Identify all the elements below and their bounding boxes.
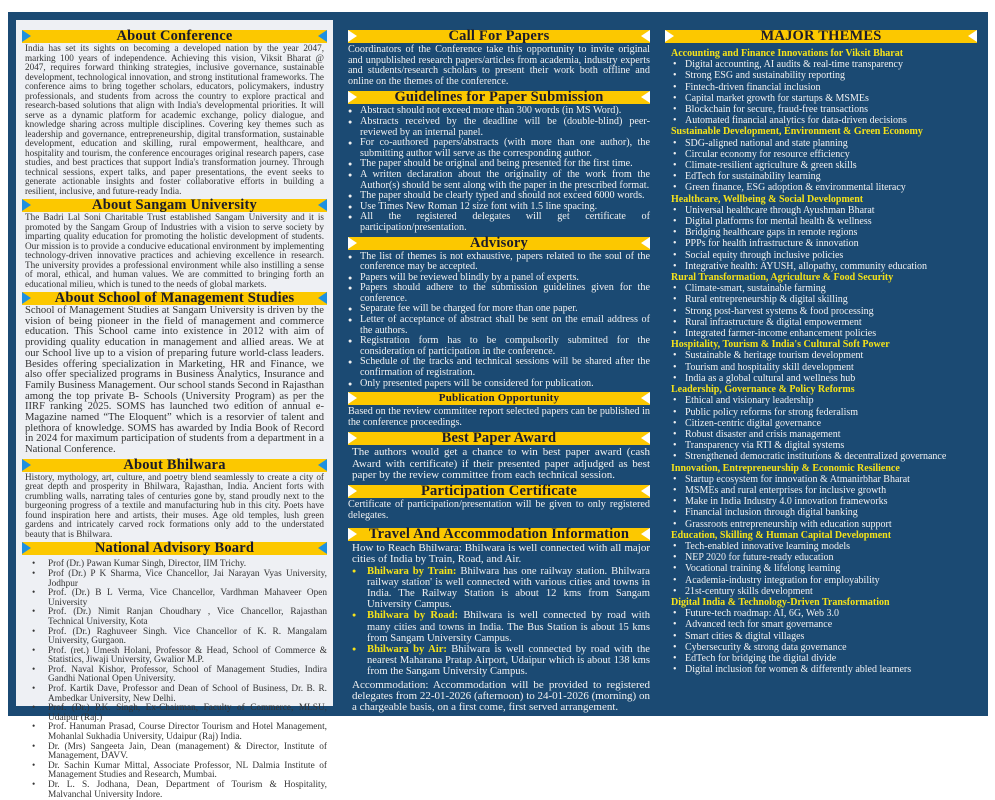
theme-items: [665, 59, 977, 126]
theme-item: • EdTech for sustainability learning: [665, 171, 977, 182]
theme-item: • Financial inclusion through digital banking: [665, 507, 977, 518]
theme-item: • NEP 2020 for future-ready education: [665, 552, 977, 563]
theme-item: • SDG-aligned national and state planning: [665, 138, 977, 149]
theme-item: • EdTech for bridging the digital divide: [665, 653, 977, 664]
right-column: [665, 30, 977, 675]
advisory-item: ● Only presented papers will be considered for publication.: [348, 379, 650, 390]
advisory-item: ● The list of themes is not exhaustive, papers related to the soul of the conference may be accepted.: [348, 252, 650, 273]
guidelines-list: [348, 104, 650, 236]
theme-item: • Grassroots entrepreneurship with education support: [665, 519, 977, 530]
advisory-item: ● Schedule of the tracks and technical sessions will be shared after the confirmation of registration.: [348, 357, 650, 378]
travel-label: Bhilwara by Train:: [367, 565, 457, 577]
theme-category: Digital India & Technology-Driven Transformation: [671, 596, 890, 608]
travel-intro: How to Reach Bhilwara: Bhilwara is well connected with all major cities of India by Train, Road, and Air.: [352, 542, 650, 566]
advisory-board-member: • Prof. (Dr.) P.K. Singh, Ex-Chairman, Faculty of Commerce, MLSU, Udaipur (Raj.): [22, 704, 327, 723]
theme-items: [665, 138, 977, 194]
about-bhilwara-heading: About Bhilwara: [22, 459, 327, 472]
advisory-heading: Advisory: [348, 237, 650, 250]
advisory-board-member: • Prof. (ret.) Umesh Holani, Professor & Head, School of Commerce & Statistics, Jiwaji University, Gwalior M.P.: [22, 647, 327, 666]
advisory-board-member: • Prof. Naval Kishor, Professor, School of Management Studies, Indira Gandhi National Open University.: [22, 666, 327, 685]
theme-items: [665, 474, 977, 530]
theme-item: • Digital accounting, AI audits & real-time transparency: [665, 59, 977, 70]
theme-item: • Universal healthcare through Ayushman Bharat: [665, 205, 977, 216]
theme-item: • Sustainable & heritage tourism development: [665, 350, 977, 361]
theme-item: • Citizen-centric digital governance: [665, 418, 977, 429]
advisory-board-member: • Dr. (Mrs) Sangeeta Jain, Dean (management) & Director, Institute of Management, DAVV.: [22, 743, 327, 762]
advisory-board-member: • Dr. Sachin Kumar Mittal, Associate Professor, NL Dalmia Institute of Management Studies and Research, Mumbai.: [22, 762, 327, 781]
call-for-papers-heading: Call For Papers: [348, 30, 650, 43]
theme-item: • Strengthened democratic institutions & decentralized governance: [665, 451, 977, 462]
theme-items: [665, 541, 977, 597]
certificate-heading: Participation Certificate: [348, 485, 650, 498]
guideline-item: ● A written declaration about the originality of the work from the Author(s) should be sent along with the paper in the prescribed format.: [348, 170, 650, 191]
theme-items: [665, 283, 977, 339]
advisory-board-member: • Prof. (Dr.) Raghuveer Singh. Vice Chancellor of K. R. Mangalam University, Gurgaon.: [22, 628, 327, 647]
guidelines-heading: Guidelines for Paper Submission: [348, 91, 650, 104]
theme-item: • Social equity through inclusive policies: [665, 250, 977, 261]
left-panel: [16, 20, 333, 800]
theme-item: • Ethical and visionary leadership: [665, 395, 977, 406]
advisory-item: ● Separate fee will be charged for more than one paper.: [348, 304, 650, 315]
guideline-item: ● Abstract should not exceed more than 300 words (in MS Word).: [348, 106, 650, 117]
middle-column: [348, 30, 650, 717]
advisory-board-heading: National Advisory Board: [22, 542, 327, 555]
advisory-board-member: • Dr. L. S. Jodhana, Dean, Department of Tourism & Hospitality, Malvanchal University Indore.: [22, 781, 327, 800]
theme-item: • Rural entrepreneurship & digital skilling: [665, 294, 977, 305]
certificate-text: Certificate of participation/presentation will be given to only registered delegates.: [348, 499, 650, 521]
theme-item: • Future-tech roadmap: AI, 6G, Web 3.0: [665, 608, 977, 619]
theme-item: • Integrative health: AYUSH, allopathy, community education: [665, 261, 977, 272]
theme-item: • Capital market growth for startups & MSMEs: [665, 93, 977, 104]
travel-text: Bhilwara has one railway station. Bhilwara railway station' is well connected with various cities and towns in India. The Railway Station is about 12 kms from Sangam University Campus.: [367, 565, 650, 611]
advisory-board-list: [22, 555, 327, 800]
travel-label: Bhilwara by Road:: [367, 610, 459, 622]
theme-item: • Startup ecosystem for innovation & Atmanirbhar Bharat: [665, 474, 977, 485]
advisory-board-member: • Prof. Hanuman Prasad, Course Director Tourism and Hotel Management, Mohanlal Sukhadia University, Udaipur (Raj) India.: [22, 723, 327, 742]
about-university-heading: About Sangam University: [22, 199, 327, 212]
theme-category: Healthcare, Wellbeing & Social Development: [671, 193, 864, 205]
travel-heading: Travel And Accommodation Information: [348, 528, 650, 541]
theme-item: • Fintech-driven financial inclusion: [665, 82, 977, 93]
best-paper-heading: Best Paper Award: [348, 432, 650, 445]
guideline-item: ● All the registered delegates will get certificate of participation/presentation.: [348, 212, 650, 233]
about-conference-text: India has set its sights on becoming a developed nation by the year 2047, marking 100 years of independence. Achieving this vision, Viksit Bharat @ 2047, requires forward thinking strategies, inclusive governance, sustainable development, technological innovation, and strong institutional frameworks. The conference aims to bring together scholars, educators, policymakers, industry professionals, and students from across the country to explore practical and research-based solutions that align with India's developmental priorities. It will serve as a dynamic platform for academic exchange, policy dialogue, and knowledge sharing across multiple disciplines. Covering key themes such as leadership and governance, entrepreneurship, digital transformation, sustainable development, education and skilling, rural empowerment, healthcare, and hospitality and tourism, the conference encourages original research papers, case studies, and best practices that support India's transformation journey. Through technical sessions, expert talks, and paper presentations, the event seeks to generate actionable insights and foster collaborative efforts in building a resilient, inclusive, and future-ready India.: [25, 43, 324, 196]
about-bhilwara-text: History, mythology, art, culture, and poetry blend seamlessly to create a city of great depth and prosperity in Bhilwara, Rajasthan, India. Ancient forts with crumbling walls, narrating tales of centuries gone by, stand proudly next to the burgeoning progress of a textile and manufacturing hub in this city. Poets have found inspiration here and artists, their muses. Age old temples, lush green gardens and intricately carved rock formations only add to the understated beauty that is Bhilwara.: [25, 471, 324, 539]
theme-item: • 21st-century skills development: [665, 586, 977, 597]
advisory-item: ● Letter of acceptance of abstract shall be sent on the email address of the authors.: [348, 315, 650, 336]
advisory-list: [348, 250, 650, 393]
guideline-item: ● The paper should be clearly typed and should not exceed 6000 words.: [348, 191, 650, 202]
theme-item: • MSMEs and rural enterprises for inclusive growth: [665, 485, 977, 496]
theme-item: • Bridging healthcare gaps in remote regions: [665, 227, 977, 238]
advisory-board-member: • Prof (Dr.) Pawan Kumar Singh, Director, IIM Trichy.: [22, 560, 327, 570]
theme-category: Leadership, Governance & Policy Reforms: [671, 384, 855, 396]
theme-item: • Circular economy for resource efficiency: [665, 149, 977, 160]
theme-item: • Digital platforms for mental health & wellness: [665, 216, 977, 227]
publication-heading: Publication Opportunity: [348, 392, 650, 405]
advisory-board-member: • Prof. (Dr.) Nimit Ranjan Choudhary , Vice Chancellor, Rajasthan Technical University, Kota: [22, 608, 327, 627]
advisory-board-member: • Prof. Kartik Dave, Professor and Dean of School of Business, Dr. B. R. Ambedkar University, New Delhi.: [22, 685, 327, 704]
theme-item: • Climate-resilient agriculture & green skills: [665, 160, 977, 171]
travel-item-train: [352, 566, 650, 611]
best-paper-text: The authors would get a chance to win best paper award (cash Award with certificate) if their presented paper adjudged as best paper by the review committee from each technical session.: [352, 446, 650, 481]
theme-category: Rural Transformation, Agriculture & Food Security: [671, 272, 894, 284]
travel-item-air: [352, 644, 650, 678]
theme-item: • Public policy reforms for strong federalism: [665, 407, 977, 418]
accommodation-text: Accommodation: Accommodation will be provided to registered delegates from 22-01-2026 (afternoon) to 24-01-2026 (morning) on a chargeable basis, on a first come, first served arrangement.: [352, 678, 650, 714]
travel-list: [348, 566, 650, 678]
theme-item: • Smart cities & digital villages: [665, 631, 977, 642]
theme-item: • India as a global cultural and wellness hub: [665, 373, 977, 384]
advisory-item: ● Papers should adhere to the submission guidelines given for the conference.: [348, 283, 650, 304]
guideline-item: ● Abstracts received by the deadline will be (double-blind) peer-reviewed by an internal panel.: [348, 117, 650, 138]
advisory-item: ● Papers will be reviewed blindly by a panel of experts.: [348, 273, 650, 284]
theme-item: • Transparency via RTI & digital systems: [665, 440, 977, 451]
travel-text: Bhilwara is well connected by road with many cities and towns in India. The Bus Station is about 15 kms from Sangam University Campus.: [367, 610, 650, 644]
theme-item: • Climate-smart, sustainable farming: [665, 283, 977, 294]
call-for-papers-text: Coordinators of the Conference take this opportunity to invite original and unpublished research papers/articles from academia, industry experts and students/research scholars to present their work both offline and online on the themes of the conference.: [348, 44, 650, 87]
theme-item: • Strong post-harvest systems & food processing: [665, 306, 977, 317]
theme-item: • Strong ESG and sustainability reporting: [665, 70, 977, 81]
theme-category: Innovation, Entrepreneurship & Economic Resilience: [671, 462, 900, 474]
theme-category: Hospitality, Tourism & India's Cultural Soft Power: [671, 339, 890, 351]
theme-item: • Automated financial analytics for data-driven decisions: [665, 115, 977, 126]
theme-items: [665, 608, 977, 675]
about-conference-heading: About Conference: [22, 30, 327, 43]
theme-category: Sustainable Development, Environment & Green Economy: [671, 126, 923, 138]
theme-category: Accounting and Finance Innovations for Viksit Bharat: [671, 48, 904, 59]
travel-text: Bhilwara is well connected by road with the nearest Maharana Pratap Airport, Udaipur which is about 138 kms from the Sangam University Campus.: [367, 644, 651, 678]
about-university-text: The Badri Lal Soni Charitable Trust established Sangam University and it is promoted by the Sangam Group of Industries with a vision to serve society by imparting quality education for promoting the holistic development of students. Our mission is to provide a conducive educational environment by implementing technology-driven innovative practices and achieving excellence in research. The university provides a professional environment while also instilling a sense of moral, ethical, and human values. We are committed to bringing forth an educational milieu, which is tuned to the needs of global markets.: [25, 212, 324, 289]
about-school-text: School of Management Studies at Sangam University is driven by the vision of being pioneer in the field of management and commerce education. This School came into existence in 2012 with aim of providing quality education in management and allied areas. We at our School live up to a vision of preparing future world-class leaders. Besides offering specialization in Marketing, HR and Finance, we also offer specialized programs in Business Analytics, Insurance and Family Business Management. Our school stands Second in Rajasthan among the top private B- Schools (University Program) as per the IIRF ranking 2025. SOMS has launched two edition of annual e-Magazine named “The Eloquent” which is a resorvier of talent and plethora of knowledge. SOMS has awarded by India Book of Record in 2024 for maximum participation of students from a department in a National Conference.: [25, 305, 324, 456]
publication-text: Based on the review committee report selected papers can be published in the conference proceedings.: [348, 406, 650, 428]
theme-item: • Vocational training & lifelong learning: [665, 563, 977, 574]
travel-item-road: [352, 610, 650, 644]
advisory-item: ● Registration form has to be compulsorily submitted for the consideration of participation in the conference.: [348, 336, 650, 357]
theme-item: • Robust disaster and crisis management: [665, 429, 977, 440]
guideline-item: ● The paper should be original and being presented for the first time.: [348, 159, 650, 170]
advisory-board-member: • Prof (Dr.) P K Sharma, Vice Chancellor, Jai Narayan Vyas University, Jodhpur: [22, 570, 327, 589]
theme-item: • Academia-industry integration for employability: [665, 575, 977, 586]
travel-label: Bhilwara by Air:: [367, 644, 447, 656]
theme-category: Education, Skilling & Human Capital Development: [671, 529, 892, 541]
theme-item: • Make in India Industry 4.0 innovation frameworks: [665, 496, 977, 507]
advisory-board-member: • Prof. (Dr.) B L Verma, Vice Chancellor, Vardhman Mahaveer Open University: [22, 589, 327, 608]
theme-items: [665, 350, 977, 384]
theme-items: [665, 395, 977, 462]
theme-item: • Rural infrastructure & digital empowerment: [665, 317, 977, 328]
themes-list: [665, 48, 977, 675]
guideline-item: ● For co-authored papers/abstracts (with more than one author), the submitting author will serve as the corresponding author.: [348, 138, 650, 159]
theme-item: • Blockchain for secure, fraud-free transactions: [665, 104, 977, 115]
theme-item: • Green finance, ESG adoption & environmental literacy: [665, 182, 977, 193]
theme-items: [665, 205, 977, 272]
theme-item: • Tourism and hospitality skill development: [665, 362, 977, 373]
theme-item: • Digital inclusion for women & differently abled learners: [665, 664, 977, 675]
theme-item: • PPPs for health infrastructure & innovation: [665, 238, 977, 249]
theme-item: • Advanced tech for smart governance: [665, 619, 977, 630]
guideline-item: ● Use Times New Roman 12 size font with 1.5 line spacing.: [348, 202, 650, 213]
theme-item: • Cybersecurity & strong data governance: [665, 642, 977, 653]
theme-item: • Integrated farmer-income enhancement policies: [665, 328, 977, 339]
about-school-heading: About School of Management Studies: [22, 292, 327, 305]
major-themes-heading: MAJOR THEMES: [665, 30, 977, 43]
theme-item: • Tech-enabled innovative learning models: [665, 541, 977, 552]
